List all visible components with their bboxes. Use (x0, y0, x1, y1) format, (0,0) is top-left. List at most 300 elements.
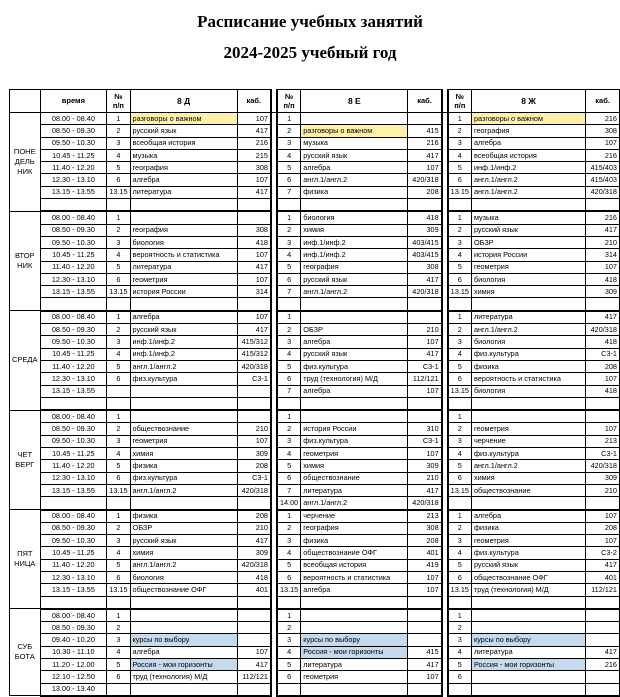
lesson-number: 2 (448, 522, 472, 534)
subject: обществознание (471, 484, 585, 496)
room-number (408, 609, 442, 622)
subject: ОБЗР (301, 324, 408, 336)
lesson-time: 10.45 - 11.25 (40, 249, 107, 261)
subject: англ.1/англ.2 (130, 484, 237, 496)
room-number: 308 (237, 224, 271, 236)
room-number: 417 (237, 125, 271, 137)
lesson-number: 13.15 (448, 286, 472, 298)
room-number (408, 622, 442, 634)
room-number: 215 (237, 149, 271, 161)
room-number: 107 (586, 510, 620, 523)
lesson-number: 5 (107, 559, 130, 571)
room-number: 309 (586, 286, 620, 298)
subject: биология (471, 336, 585, 348)
lesson-time: 11.40 - 12.20 (40, 559, 107, 571)
subject: алгебра (471, 510, 585, 523)
room-number: 418 (586, 336, 620, 348)
lesson-number: 5 (448, 261, 472, 273)
lesson-time: 11.20 - 12.00 (40, 659, 107, 671)
room-number (237, 397, 271, 410)
lesson-number (107, 298, 130, 311)
subject (130, 385, 237, 397)
header-class-8d: 8 Д (130, 90, 237, 113)
room-number: 417 (586, 311, 620, 324)
lesson-number: 13.15 (107, 186, 130, 198)
schedule-row (10, 671, 620, 683)
lesson-number: 3 (448, 634, 472, 646)
schedule-row (10, 448, 620, 460)
subject (301, 622, 408, 634)
lesson-time (40, 397, 107, 410)
room-number: 309 (586, 472, 620, 484)
subject: физ.культура (301, 360, 408, 372)
lesson-number: 6 (107, 472, 130, 484)
room-number: 107 (408, 336, 442, 348)
room-number: 210 (586, 484, 620, 496)
subject: геометрия (471, 423, 585, 435)
room-number: 107 (237, 273, 271, 285)
lesson-number: 3 (448, 137, 472, 149)
subject: алгебра (301, 336, 408, 348)
lesson-number: 2 (277, 125, 301, 137)
schedule-row (10, 522, 620, 534)
subject: англ.1/англ.2 (130, 559, 237, 571)
subject: русский язык (471, 224, 585, 236)
room-number (237, 410, 271, 423)
room-number: 420/318 (586, 324, 620, 336)
schedule-row (10, 584, 620, 596)
room-number: 420/318 (408, 286, 442, 298)
room-number: 314 (237, 286, 271, 298)
subject (301, 199, 408, 212)
day-name: ПОНЕ ДЕЛЬ НИК (10, 113, 41, 212)
room-number (408, 410, 442, 423)
lesson-time: 09.50 - 10.30 (40, 336, 107, 348)
subject (301, 298, 408, 311)
lesson-time: 13.15 - 13.55 (40, 385, 107, 397)
room-number: 112/121 (237, 671, 271, 683)
room-number: 310 (408, 423, 442, 435)
subject: инф.1/инф.2 (130, 336, 237, 348)
lesson-time: 11.40 - 12.20 (40, 162, 107, 174)
subject: русский язык (301, 348, 408, 360)
subject (130, 298, 237, 311)
subject (301, 683, 408, 696)
subject: история России (471, 249, 585, 261)
room-number: 309 (408, 224, 442, 236)
lesson-time: 09.40 - 10.20 (40, 634, 107, 646)
room-number: 403/415 (408, 249, 442, 261)
schedule-row (10, 472, 620, 484)
lesson-number: 5 (107, 460, 130, 472)
subject (301, 410, 408, 423)
lesson-time: 12.30 - 13.10 (40, 373, 107, 385)
subject: физика (130, 460, 237, 472)
schedule-row (10, 311, 620, 324)
lesson-number: 2 (448, 224, 472, 236)
room-number: 417 (408, 149, 442, 161)
subject: ОБЗР (130, 522, 237, 534)
schedule-row (10, 186, 620, 198)
schedule-row (10, 634, 620, 646)
lesson-number: 2 (277, 522, 301, 534)
room-number: 216 (586, 211, 620, 224)
subject: геометрия (130, 435, 237, 447)
schedule-row (10, 224, 620, 236)
schedule-row (10, 125, 620, 137)
room-number (237, 622, 271, 634)
room-number: 107 (237, 646, 271, 658)
lesson-time: 10.45 - 11.25 (40, 547, 107, 559)
room-number: 208 (408, 535, 442, 547)
subject (471, 497, 585, 510)
subject: русский язык (130, 125, 237, 137)
lesson-number: 4 (277, 249, 301, 261)
lesson-number (277, 596, 301, 609)
subject: физика (130, 510, 237, 523)
lesson-time (40, 298, 107, 311)
subject: литература (471, 311, 585, 324)
schedule-row (10, 373, 620, 385)
subject (471, 199, 585, 212)
subject: литература (130, 261, 237, 273)
lesson-number: 13.15 (448, 385, 472, 397)
room-number: 210 (408, 324, 442, 336)
room-number (237, 596, 271, 609)
subject (471, 397, 585, 410)
room-number: 417 (586, 646, 620, 658)
room-number: С3-1 (586, 448, 620, 460)
room-number (586, 634, 620, 646)
room-number: 216 (586, 149, 620, 161)
lesson-number: 1 (448, 510, 472, 523)
room-number: 216 (408, 137, 442, 149)
lesson-number (448, 298, 472, 311)
room-number: 420/318 (237, 484, 271, 496)
room-number (237, 497, 271, 510)
lesson-number: 6 (277, 273, 301, 285)
lesson-number: 4 (107, 448, 130, 460)
subject: география (471, 125, 585, 137)
subject (471, 683, 585, 696)
room-number (586, 596, 620, 609)
room-number: 415/403 (586, 162, 620, 174)
schedule-row (10, 211, 620, 224)
schedule-row (10, 298, 620, 311)
room-number (237, 298, 271, 311)
schedule-row (10, 249, 620, 261)
subject: англ.1/англ.2 (301, 497, 408, 510)
lesson-number: 4 (277, 448, 301, 460)
lesson-number (277, 683, 301, 696)
header-class-8zh: 8 Ж (471, 90, 585, 113)
lesson-time: 08.00 - 08.40 (40, 410, 107, 423)
lesson-number: 13.15 (107, 584, 130, 596)
room-number: 208 (408, 186, 442, 198)
subject (471, 609, 585, 622)
lesson-number (448, 596, 472, 609)
room-number (408, 683, 442, 696)
subject: алгебра (301, 162, 408, 174)
subject: алгебра (130, 174, 237, 186)
lesson-number: 3 (107, 435, 130, 447)
lesson-number: 2 (107, 423, 130, 435)
subject (130, 497, 237, 510)
room-number: 208 (237, 510, 271, 523)
subject: химия (130, 547, 237, 559)
lesson-number: 1 (277, 211, 301, 224)
room-number: 107 (586, 373, 620, 385)
subject: география (130, 224, 237, 236)
subject: физ.культура (471, 448, 585, 460)
subject: химия (301, 224, 408, 236)
subject: литература (471, 646, 585, 658)
lesson-number: 1 (277, 410, 301, 423)
lesson-time: 10.45 - 11.25 (40, 348, 107, 360)
schedule-row (10, 113, 620, 125)
room-number: 420/318 (237, 360, 271, 372)
subject: литература (301, 484, 408, 496)
subject: вероятность и статистика (471, 373, 585, 385)
room-number: 107 (586, 261, 620, 273)
header-time: время (40, 90, 107, 113)
subject: физ.культура (130, 472, 237, 484)
subject (130, 397, 237, 410)
schedule-row (10, 236, 620, 248)
schedule-row (10, 659, 620, 671)
room-number: 107 (237, 113, 271, 125)
room-number (586, 410, 620, 423)
lesson-number: 6 (107, 373, 130, 385)
lesson-number: 4 (448, 249, 472, 261)
room-number (237, 609, 271, 622)
lesson-number: 3 (107, 336, 130, 348)
subject: биология (471, 273, 585, 285)
lesson-number: 4 (277, 149, 301, 161)
subject: геометрия (301, 448, 408, 460)
schedule-row (10, 596, 620, 609)
lesson-time (40, 596, 107, 609)
subject (130, 199, 237, 212)
subject: курсы по выбору (471, 634, 585, 646)
room-number (237, 211, 271, 224)
room-number: 420/318 (586, 460, 620, 472)
room-number: 417 (237, 324, 271, 336)
subject: химия (471, 286, 585, 298)
lesson-number: 4 (448, 348, 472, 360)
subject: обществознание (301, 472, 408, 484)
subject: литература (130, 186, 237, 198)
subject: англ.1/англ.2 (301, 286, 408, 298)
room-number (586, 497, 620, 510)
lesson-time: 13.00 - 13.40 (40, 683, 107, 696)
lesson-time: 13.15 - 13.55 (40, 286, 107, 298)
lesson-time: 13.15 - 13.55 (40, 186, 107, 198)
subject: обществознание ОФГ (471, 571, 585, 583)
lesson-number: 4 (107, 547, 130, 559)
lesson-time: 08.50 - 09.30 (40, 423, 107, 435)
day-name: ПЯТ НИЦА (10, 510, 41, 609)
schedule-row (10, 535, 620, 547)
lesson-time: 10.30 - 11.10 (40, 646, 107, 658)
subject: труд (технология) М/Д (130, 671, 237, 683)
header-class-8e: 8 Е (301, 90, 408, 113)
room-number: 417 (586, 224, 620, 236)
subject: разговоры о важном (301, 125, 408, 137)
lesson-number: 3 (107, 634, 130, 646)
subject: литература (301, 659, 408, 671)
subject: разговоры о важном (130, 113, 237, 125)
room-number (408, 199, 442, 212)
lesson-number: 3 (448, 236, 472, 248)
room-number: 107 (408, 584, 442, 596)
lesson-number: 5 (448, 162, 472, 174)
subject: алгебра (471, 137, 585, 149)
lesson-number: 4 (277, 547, 301, 559)
lesson-time: 08.00 - 08.40 (40, 510, 107, 523)
subject: англ.1/англ.2 (130, 360, 237, 372)
lesson-number: 3 (277, 137, 301, 149)
lesson-number: 1 (277, 609, 301, 622)
lesson-time: 08.50 - 09.30 (40, 622, 107, 634)
subject: химия (130, 448, 237, 460)
lesson-number: 5 (107, 360, 130, 372)
room-number (237, 385, 271, 397)
lesson-time: 13.15 - 13.55 (40, 484, 107, 496)
lesson-number: 5 (277, 261, 301, 273)
subject: музыка (471, 211, 585, 224)
subject: всеобщая история (130, 137, 237, 149)
lesson-number: 1 (448, 113, 472, 125)
lesson-number: 5 (448, 360, 472, 372)
schedule-row (10, 646, 620, 658)
subject: химия (301, 460, 408, 472)
lesson-time: 10.45 - 11.25 (40, 448, 107, 460)
lesson-number: 4 (448, 448, 472, 460)
lesson-number: 5 (107, 659, 130, 671)
lesson-number: 1 (107, 311, 130, 324)
lesson-number: 5 (277, 460, 301, 472)
subject: обществознание (130, 423, 237, 435)
subject (130, 609, 237, 622)
room-number: 417 (408, 348, 442, 360)
room-number: 415/312 (237, 348, 271, 360)
schedule-row (10, 324, 620, 336)
room-number: 208 (237, 460, 271, 472)
lesson-number: 4 (107, 149, 130, 161)
lesson-number: 3 (448, 435, 472, 447)
schedule-row (10, 622, 620, 634)
lesson-number: 13.15 (277, 584, 301, 596)
subject: англ.1/англ.2 (301, 174, 408, 186)
lesson-number: 13.15 (107, 286, 130, 298)
room-number: 417 (237, 261, 271, 273)
room-number: С3-1 (408, 435, 442, 447)
room-number: 107 (408, 571, 442, 583)
lesson-time: 09.50 - 10.30 (40, 137, 107, 149)
lesson-number: 6 (277, 373, 301, 385)
lesson-time: 08.00 - 08.40 (40, 211, 107, 224)
lesson-number (277, 397, 301, 410)
room-number: 417 (408, 659, 442, 671)
lesson-number: 2 (448, 423, 472, 435)
room-number: 308 (586, 125, 620, 137)
room-number: 210 (408, 472, 442, 484)
room-number: 208 (586, 360, 620, 372)
lesson-number: 1 (107, 609, 130, 622)
lesson-number: 2 (107, 324, 130, 336)
room-number: 417 (237, 186, 271, 198)
subject: ОБЗР (471, 236, 585, 248)
lesson-number: 6 (107, 273, 130, 285)
day-name: ЧЕТ ВЕРГ (10, 410, 41, 509)
subject (130, 622, 237, 634)
lesson-number: 13.15 (448, 584, 472, 596)
subject: черчение (471, 435, 585, 447)
lesson-number: 2 (107, 224, 130, 236)
lesson-number: 2 (277, 324, 301, 336)
schedule-row (10, 460, 620, 472)
room-number (586, 622, 620, 634)
subject: обществознание ОФГ (301, 547, 408, 559)
lesson-number: 1 (107, 113, 130, 125)
room-number: С3-1 (408, 360, 442, 372)
lesson-number: 13.15 (448, 484, 472, 496)
lesson-number (107, 199, 130, 212)
lesson-time: 11.40 - 12.20 (40, 360, 107, 372)
lesson-number: 3 (107, 137, 130, 149)
subject: история России (130, 286, 237, 298)
lesson-number (107, 497, 130, 510)
schedule-row (10, 273, 620, 285)
room-number: 107 (237, 435, 271, 447)
lesson-time: 12.10 - 12.50 (40, 671, 107, 683)
subject (301, 609, 408, 622)
subject (471, 298, 585, 311)
lesson-number: 4 (107, 646, 130, 658)
lesson-number: 3 (448, 336, 472, 348)
lesson-number: 3 (107, 535, 130, 547)
subject: география (301, 261, 408, 273)
room-number: 112/121 (586, 584, 620, 596)
lesson-number: 3 (277, 236, 301, 248)
subject: Россия - мои горизонты (130, 659, 237, 671)
room-number: 418 (408, 211, 442, 224)
lesson-number: 2 (277, 423, 301, 435)
schedule-row (10, 162, 620, 174)
lesson-number (107, 397, 130, 410)
room-number: 417 (408, 273, 442, 285)
lesson-number (107, 385, 130, 397)
subject: физ.культура (301, 435, 408, 447)
lesson-number: 6 (448, 174, 472, 186)
room-number: 314 (586, 249, 620, 261)
header-num: № п/п (448, 90, 472, 113)
subject (471, 410, 585, 423)
room-number: 216 (586, 659, 620, 671)
room-number (408, 298, 442, 311)
lesson-time (40, 497, 107, 510)
lesson-number: 5 (107, 162, 130, 174)
subject: физика (301, 535, 408, 547)
subject: физ.культура (130, 373, 237, 385)
subject: география (130, 162, 237, 174)
lesson-number: 1 (277, 311, 301, 324)
header-num: № п/п (277, 90, 301, 113)
lesson-number: 1 (107, 211, 130, 224)
lesson-number (107, 596, 130, 609)
lesson-time: 11.40 - 12.20 (40, 261, 107, 273)
